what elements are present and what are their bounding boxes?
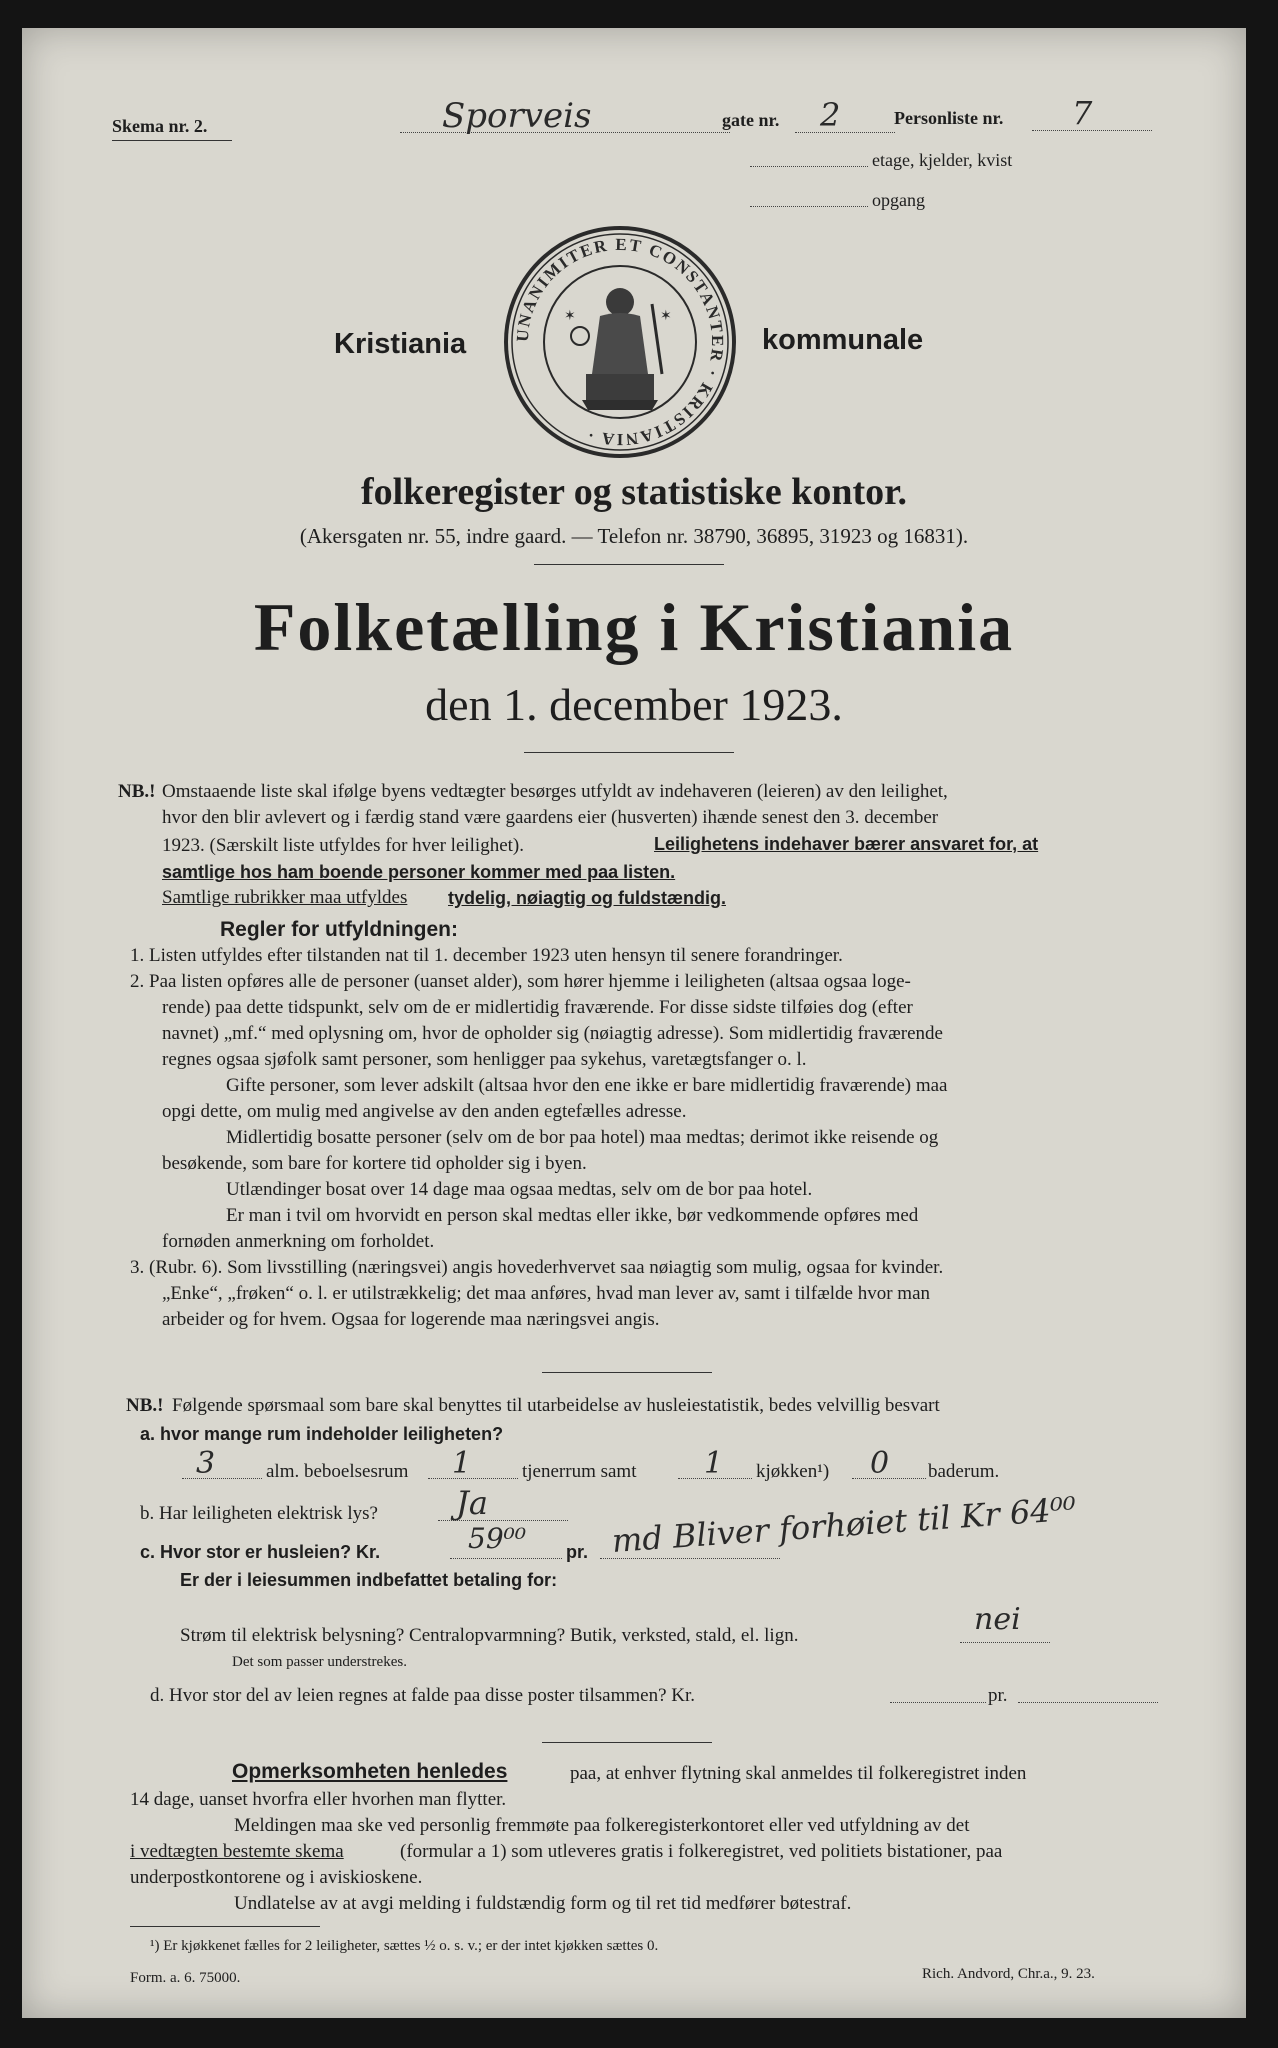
question-a: a. hvor mange rum indeholder leiligheten?: [140, 1424, 504, 1444]
census-date: den 1. december 1923.: [425, 679, 843, 730]
form-number: Form. a. 6. 75000.: [130, 1970, 241, 1986]
nb2-intro: Følgende spørsmaal som bare skal benyttes til utarbeidelse av husleiestatistik, bedes velvillig besvart: [172, 1395, 940, 1416]
notice-heading: Opmerksomheten henledes: [232, 1760, 508, 1783]
rule-3-line-3: arbeider og for hvem. Ogsaa for logerende maa næringsvei angis.: [162, 1309, 660, 1330]
question-d: d. Hvor stor del av leien regnes at falde paa disse poster tilsammen? Kr.: [150, 1685, 696, 1706]
printer: Rich. Andvord, Chr.a., 9. 23.: [922, 1966, 1095, 1982]
rooms-handwritten: 3: [196, 1446, 216, 1481]
rule-2-line-2: rende) paa dette tidspunkt, selv om de er midlertidig fraværende. For disse sidste tilføies dog (efter: [162, 997, 913, 1018]
bathroom-handwritten: 0: [870, 1446, 890, 1481]
rule-1: 1. Listen utfyldes efter tilstanden nat til 1. december 1923 uten hensyn til senere forandringer.: [130, 945, 843, 966]
nb1-line-3b: Leilighetens indehaver bærer ansvaret for, at: [654, 834, 1039, 854]
street-name-handwritten: Sporveis: [442, 96, 592, 136]
rule-3-line-1: 3. (Rubr. 6). Som livsstilling (næringsvei) angis hovederhvervet saa nøiagtig som mulig, ogsaa for kvinder.: [130, 1257, 944, 1278]
rule-2-line-7: Midlertidig bosatte personer (selv om de bor paa hotel) maa medtas; derimot ikke reisende og: [226, 1127, 939, 1148]
rule-2-line-10: Er man i tvil om hvorvidt en person skal medtas eller ikke, bør vedkommende opføres med: [226, 1205, 919, 1226]
question-c: c. Hvor stor er husleien? Kr.: [140, 1542, 381, 1562]
servant-rooms-handwritten: 1: [452, 1446, 472, 1481]
nb1-line-2: hvor den blir avlevert og i færdig stand være gaardens eier (husverten) ihænde senest den 3. december: [162, 807, 939, 828]
office-title: folkeregister og statistiske kontor.: [360, 471, 908, 513]
svg-text:✶: ✶: [660, 309, 672, 324]
notice-line-1: paa, at enhver flytning skal anmeldes til folkeregistret inden: [570, 1763, 1027, 1784]
nb1-label: NB.!: [118, 781, 156, 802]
notice-line-2: 14 dage, uanset hvorfra eller hvorhen man flytter.: [130, 1789, 507, 1810]
rule-2-line-3: navnet) „mf.“ med oplysning om, hvor de opholder sig (nøiagtig adresse). Som midlertidig fraværende: [162, 1023, 943, 1044]
nb1-line-5a: Samtlige rubrikker maa utfyldes: [162, 887, 408, 908]
opgang-label: opgang: [872, 190, 925, 210]
kitchen-label: kjøkken¹): [756, 1461, 830, 1482]
kommunale-label: kommunale: [762, 324, 924, 356]
gate-number-handwritten: 2: [820, 96, 841, 134]
rooms-label: alm. beboelsesrum: [266, 1461, 409, 1482]
rent-note-handwritten: md Bliver forhøiet til Kr 64⁰⁰: [610, 1489, 1078, 1560]
rule-2-line-8: besøkende, som bare for kortere tid opholder sig i byen.: [162, 1153, 587, 1174]
servant-rooms-label: tjenerrum samt: [522, 1461, 637, 1482]
seal-ring-text: UNANIMITER ET CONSTANTER · KRISTIANIA ·: [512, 234, 728, 450]
gate-label: gate nr.: [722, 110, 780, 130]
rule-3-line-2: „Enke“, „frøken“ o. l. er utilstrækkelig; det maa anføres, hvad man lever av, samt i tilfælde hvor man: [162, 1283, 931, 1304]
census-form: [22, 28, 1246, 2018]
kitchen-handwritten: 1: [704, 1446, 724, 1481]
personliste-number-handwritten: 7: [1072, 94, 1093, 132]
rent-includes-list: Strøm til elektrisk belysning? Centralopvarmning? Butik, verksted, stald, el. lign.: [180, 1625, 799, 1646]
nb1-line-5b: tydelig, nøiagtig og fuldstændig.: [448, 888, 726, 908]
notice-line-4b: (formular a 1) som utleveres gratis i folkeregistret, ved politiets bistationer, paa: [400, 1841, 1003, 1862]
nb1-line-4: samtlige hos ham boende personer kommer med paa listen.: [162, 862, 676, 882]
rule-2-line-5: Gifte personer, som lever adskilt (altsaa hvor den ene ikke er bare midlertidig fraværende) maa: [226, 1075, 948, 1096]
svg-text:✶: ✶: [564, 309, 576, 324]
office-address: (Akersgaten nr. 55, indre gaard. — Telefon nr. 38790, 36895, 31923 og 16831).: [299, 524, 969, 548]
notice-line-4a: i vedtægten bestemte skema: [130, 1841, 344, 1862]
rule-2-line-11: fornøden anmerkning om forholdet.: [162, 1231, 435, 1252]
question-d-per: pr.: [988, 1685, 1008, 1706]
rent-includes-handwritten: nei: [974, 1602, 1021, 1637]
notice-line-6: Undlatelse av at avgi melding i fuldstændig form og til ret tid medfører bøtestraf.: [234, 1893, 852, 1914]
census-title: Folketælling i Kristiania: [253, 589, 1015, 665]
notice-line-5: underpostkontorene og i aviskioskene.: [130, 1867, 423, 1888]
skema-number: Skema nr. 2.: [112, 116, 208, 136]
underline-note: Det som passer understrekes.: [232, 1654, 407, 1670]
electric-light-handwritten: Ja: [456, 1484, 488, 1522]
rent-amount-handwritten: 59⁰⁰: [468, 1522, 527, 1555]
city-seal: [502, 224, 738, 460]
rule-2-line-9: Utlændinger bosat over 14 dage maa ogsaa medtas, selv om de bor paa hotel.: [226, 1179, 813, 1200]
rule-2-line-6: opgi dette, om mulig med angivelse av den anden egtefælles adresse.: [162, 1101, 687, 1122]
footnote: ¹) Er kjøkkenet fælles for 2 leiligheter, sættes ½ o. s. v.; er der intet kjøkken sættes 0.: [150, 1938, 659, 1954]
rule-2-line-4: regnes ogsaa sjøfolk samt personer, som henligger paa sykehus, varetægtsfanger o. l.: [162, 1049, 807, 1070]
bathroom-label: baderum.: [928, 1461, 1000, 1482]
notice-line-3: Meldingen maa ske ved personlig fremmøte paa folkeregisterkontoret eller ved utfyldning av det: [234, 1815, 970, 1836]
rule-2-line-1: 2. Paa listen opføres alle de personer (uanset alder), som hører hjemme i leiligheten (altsaa ogsaa loge-: [130, 971, 911, 992]
rent-includes-title: Er der i leiesummen indbefattet betaling for:: [180, 1570, 558, 1590]
rules-title: Regler for utfyldningen:: [220, 918, 458, 941]
etage-label: etage, kjelder, kvist: [872, 150, 1013, 170]
kristiania-label: Kristiania: [334, 328, 467, 360]
question-b: b. Har leiligheten elektrisk lys?: [140, 1503, 378, 1524]
personliste-label: Personliste nr.: [894, 108, 1004, 128]
nb1-line-3a: 1923. (Særskilt liste utfyldes for hver leilighet).: [162, 835, 525, 856]
nb1-line-1: Omstaaende liste skal ifølge byens vedtægter besørges utfyldt av indehaveren (leieren) av den leilighet,: [162, 781, 948, 802]
rent-per-label: pr.: [566, 1542, 589, 1562]
nb2-label: NB.!: [126, 1395, 164, 1416]
